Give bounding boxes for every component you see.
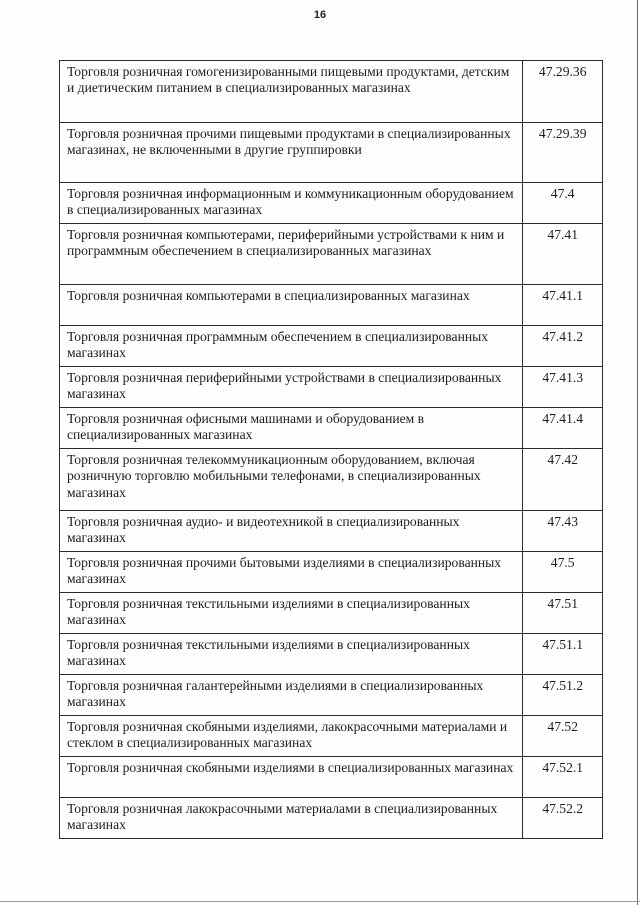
activity-description: Торговля розничная аудио- и видеотехникой в специализированных магазинах [60, 511, 523, 552]
activity-code: 47.4 [523, 183, 603, 224]
activity-description: Торговля розничная лакокрасочными материалами в специализированных магазинах [60, 798, 523, 839]
activity-code: 47.41.3 [523, 367, 603, 408]
activity-code: 47.51.1 [523, 634, 603, 675]
table-row [60, 675, 603, 716]
activity-code: 47.52.2 [523, 798, 603, 839]
page-edge-bottom [0, 901, 640, 902]
activity-description: Торговля розничная скобяными изделиями в специализированных магазинах [60, 757, 523, 798]
table-row [60, 183, 603, 224]
activity-code: 47.41.1 [523, 285, 603, 326]
activity-code: 47.5 [523, 552, 603, 593]
table-row [60, 285, 603, 326]
table-row [60, 326, 603, 367]
page-number: 16 [313, 9, 327, 21]
table-row [60, 593, 603, 634]
activity-codes-table [59, 60, 603, 839]
activity-description: Торговля розничная скобяными изделиями, лакокрасочными материалами и стеклом в специализированных магазинах [60, 716, 523, 757]
activity-description: Торговля розничная прочими пищевыми продуктами в специализированных магазинах, не включенными в другие группировки [60, 123, 523, 183]
table-row [60, 224, 603, 285]
activity-code: 47.42 [523, 449, 603, 511]
table-row [60, 367, 603, 408]
activity-description: Торговля розничная информационным и коммуникационным оборудованием в специализированных магазинах [60, 183, 523, 224]
table-row [60, 61, 603, 123]
table-row [60, 123, 603, 183]
activity-code: 47.43 [523, 511, 603, 552]
activity-description: Торговля розничная текстильными изделиями в специализированных магазинах [60, 634, 523, 675]
activity-code: 47.41 [523, 224, 603, 285]
activity-code: 47.41.2 [523, 326, 603, 367]
table-row [60, 449, 603, 511]
activity-description: Торговля розничная галантерейными изделиями в специализированных магазинах [60, 675, 523, 716]
table-row [60, 757, 603, 798]
activity-code: 47.51 [523, 593, 603, 634]
activity-description: Торговля розничная гомогенизированными пищевыми продуктами, детским и диетическим питанием в специализированных магазинах [60, 61, 523, 123]
activity-code: 47.52 [523, 716, 603, 757]
activity-code: 47.52.1 [523, 757, 603, 798]
table-row [60, 716, 603, 757]
table-row [60, 408, 603, 449]
activity-description: Торговля розничная прочими бытовыми изделиями в специализированных магазинах [60, 552, 523, 593]
activity-description: Торговля розничная периферийными устройствами в специализированных магазинах [60, 367, 523, 408]
activity-code: 47.29.36 [523, 61, 603, 123]
activity-description: Торговля розничная текстильными изделиями в специализированных магазинах [60, 593, 523, 634]
table-row [60, 798, 603, 839]
activity-code: 47.41.4 [523, 408, 603, 449]
table-row [60, 634, 603, 675]
activity-code: 47.29.39 [523, 123, 603, 183]
activity-description: Торговля розничная телекоммуникационным оборудованием, включая розничную торговлю мобильными телефонами, в специализированных магазинах [60, 449, 523, 511]
page-edge-right [637, 0, 638, 905]
activity-description: Торговля розничная компьютерами в специализированных магазинах [60, 285, 523, 326]
table-row [60, 552, 603, 593]
activity-code: 47.51.2 [523, 675, 603, 716]
table-row [60, 511, 603, 552]
activity-description: Торговля розничная программным обеспечением в специализированных магазинах [60, 326, 523, 367]
table-body [60, 61, 603, 839]
activity-description: Торговля розничная компьютерами, периферийными устройствами к ним и программным обеспечением в специализированных магазинах [60, 224, 523, 285]
activity-description: Торговля розничная офисными машинами и оборудованием в специализированных магазинах [60, 408, 523, 449]
